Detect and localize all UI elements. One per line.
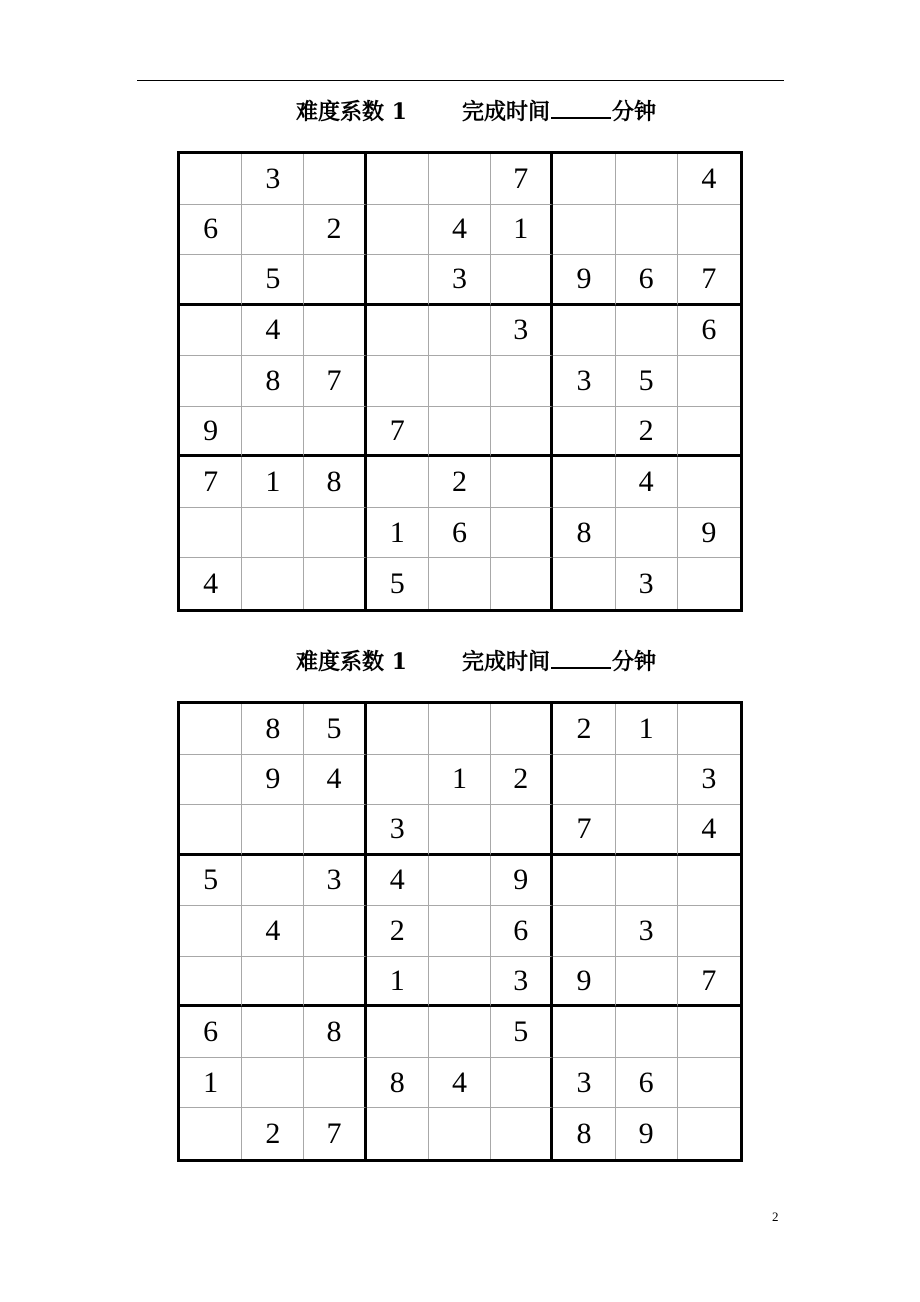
- sudoku-cell: 2: [553, 704, 615, 755]
- sudoku-cell: 3: [616, 906, 678, 957]
- sudoku-cell: [242, 805, 304, 856]
- sudoku-cell: [429, 856, 491, 907]
- sudoku-cell: 4: [678, 805, 740, 856]
- sudoku-cell: [367, 704, 429, 755]
- sudoku-cell: [429, 906, 491, 957]
- sudoku-cell: [678, 856, 740, 907]
- sudoku-cell: 9: [553, 957, 615, 1008]
- sudoku-cell: 9: [242, 755, 304, 806]
- sudoku-cell: [616, 1007, 678, 1058]
- sudoku-cell: 8: [304, 1007, 366, 1058]
- sudoku-cell: [678, 1007, 740, 1058]
- sudoku-cell: [678, 1058, 740, 1109]
- sudoku-cell: [616, 306, 678, 357]
- sudoku-cell: [180, 1108, 242, 1159]
- sudoku-cell: 7: [304, 356, 366, 407]
- sudoku-cell: 2: [616, 407, 678, 458]
- time-label-suffix: 分钟: [612, 99, 657, 125]
- sudoku-cell: 1: [367, 957, 429, 1008]
- sudoku-cell: [180, 508, 242, 559]
- sudoku-cell: [242, 1058, 304, 1109]
- sudoku-cell: 5: [491, 1007, 553, 1058]
- sudoku-cell: 6: [491, 906, 553, 957]
- sudoku-cell: [429, 558, 491, 609]
- sudoku-cell: 3: [616, 558, 678, 609]
- sudoku-cell: 3: [304, 856, 366, 907]
- sudoku-cell: 4: [678, 154, 740, 205]
- sudoku-cell: 4: [180, 558, 242, 609]
- sudoku-cell: [304, 255, 366, 306]
- sudoku-cell: 4: [242, 906, 304, 957]
- sudoku-cell: 9: [678, 508, 740, 559]
- sudoku-cell: [429, 957, 491, 1008]
- sudoku-cell: [180, 356, 242, 407]
- sudoku-cell: [678, 356, 740, 407]
- sudoku-cell: [553, 457, 615, 508]
- sudoku-cell: [553, 1007, 615, 1058]
- sudoku-cell: [678, 704, 740, 755]
- time-label-suffix: 分钟: [612, 649, 657, 675]
- sudoku-cell: 3: [553, 356, 615, 407]
- sudoku-cell: [678, 407, 740, 458]
- sudoku-cell: 8: [242, 356, 304, 407]
- sudoku-cell: 8: [242, 704, 304, 755]
- sudoku-cell: [553, 306, 615, 357]
- sudoku-cell: [429, 805, 491, 856]
- sudoku-cell: [491, 255, 553, 306]
- sudoku-cell: [429, 407, 491, 458]
- sudoku-cell: [367, 457, 429, 508]
- sudoku-cell: [304, 1058, 366, 1109]
- sudoku-cell: [180, 154, 242, 205]
- sudoku-cell: [242, 856, 304, 907]
- sudoku-cell: [491, 457, 553, 508]
- sudoku-cell: [491, 1108, 553, 1159]
- sudoku-cell: [616, 805, 678, 856]
- sudoku-cell: [553, 154, 615, 205]
- time-blank-line: [551, 95, 611, 119]
- puzzle-1-heading: [0, 95, 920, 125]
- sudoku-cell: [678, 457, 740, 508]
- sudoku-cell: 1: [616, 704, 678, 755]
- sudoku-cell: 4: [429, 1058, 491, 1109]
- sudoku-cell: [242, 205, 304, 256]
- sudoku-cell: [304, 407, 366, 458]
- sudoku-cell: 2: [367, 906, 429, 957]
- sudoku-cell: [367, 154, 429, 205]
- sudoku-cell: 8: [553, 508, 615, 559]
- sudoku-cell: 2: [304, 205, 366, 256]
- sudoku-cell: 5: [180, 856, 242, 907]
- sudoku-cell: 4: [242, 306, 304, 357]
- difficulty-label: 难度系数 1: [296, 649, 407, 675]
- time-blank-line: [551, 645, 611, 669]
- sudoku-cell: [242, 407, 304, 458]
- sudoku-cell: 9: [491, 856, 553, 907]
- sudoku-cell: [678, 558, 740, 609]
- sudoku-cell: [367, 1007, 429, 1058]
- sudoku-cell: [553, 755, 615, 806]
- sudoku-cell: 7: [367, 407, 429, 458]
- sudoku-cell: [180, 755, 242, 806]
- sudoku-cell: 3: [553, 1058, 615, 1109]
- sudoku-cell: [367, 755, 429, 806]
- sudoku-cell: [491, 1058, 553, 1109]
- sudoku-cell: [180, 255, 242, 306]
- sudoku-cell: [304, 508, 366, 559]
- completion-time-label: [462, 95, 656, 126]
- sudoku-cell: 7: [304, 1108, 366, 1159]
- sudoku-cell: [367, 255, 429, 306]
- sudoku-cell: 3: [491, 306, 553, 357]
- sudoku-cell: [429, 154, 491, 205]
- sudoku-cell: [242, 558, 304, 609]
- sudoku-cell: [367, 306, 429, 357]
- sudoku-cell: 7: [553, 805, 615, 856]
- sudoku-cell: [616, 957, 678, 1008]
- sudoku-cell: 9: [553, 255, 615, 306]
- time-label-prefix: 完成时间: [462, 99, 551, 125]
- sudoku-cell: 1: [491, 205, 553, 256]
- sudoku-cell: [180, 805, 242, 856]
- sudoku-cell: [553, 906, 615, 957]
- sudoku-cell: [429, 356, 491, 407]
- sudoku-cell: [616, 205, 678, 256]
- sudoku-cell: [242, 508, 304, 559]
- puzzle-2-heading: [0, 645, 920, 675]
- sudoku-cell: 6: [180, 205, 242, 256]
- sudoku-cell: 9: [180, 407, 242, 458]
- sudoku-cell: [553, 558, 615, 609]
- sudoku-cell: 7: [678, 957, 740, 1008]
- sudoku-cell: [429, 704, 491, 755]
- sudoku-cell: [553, 407, 615, 458]
- difficulty-label: 难度系数 1: [296, 99, 407, 125]
- sudoku-cell: [616, 154, 678, 205]
- sudoku-cell: 6: [429, 508, 491, 559]
- sudoku-grid-2: [177, 701, 743, 1162]
- sudoku-cell: [553, 856, 615, 907]
- sudoku-cell: [367, 356, 429, 407]
- sudoku-cell: 3: [429, 255, 491, 306]
- sudoku-cell: 2: [491, 755, 553, 806]
- sudoku-cell: 3: [678, 755, 740, 806]
- sudoku-cell: [491, 407, 553, 458]
- sudoku-cell: [429, 1108, 491, 1159]
- sudoku-cell: 6: [180, 1007, 242, 1058]
- sudoku-cell: 1: [367, 508, 429, 559]
- sudoku-cell: 3: [242, 154, 304, 205]
- sudoku-cell: 9: [616, 1108, 678, 1159]
- sudoku-cell: [491, 558, 553, 609]
- sudoku-cell: 1: [242, 457, 304, 508]
- sudoku-cell: [180, 957, 242, 1008]
- sudoku-cell: 8: [304, 457, 366, 508]
- sudoku-cell: [491, 704, 553, 755]
- sudoku-cell: [180, 704, 242, 755]
- sudoku-cell: [304, 805, 366, 856]
- sudoku-cell: [553, 205, 615, 256]
- sudoku-cell: [678, 205, 740, 256]
- sudoku-cell: [367, 1108, 429, 1159]
- sudoku-cell: 5: [242, 255, 304, 306]
- sudoku-cell: [304, 957, 366, 1008]
- sudoku-cell: 7: [180, 457, 242, 508]
- sudoku-cell: 7: [678, 255, 740, 306]
- sudoku-cell: [180, 906, 242, 957]
- sudoku-cell: 8: [367, 1058, 429, 1109]
- sudoku-cell: [491, 508, 553, 559]
- sudoku-cell: 1: [429, 755, 491, 806]
- sudoku-cell: 3: [367, 805, 429, 856]
- sudoku-cell: [304, 154, 366, 205]
- page-number: 2: [772, 1209, 779, 1224]
- header-rule: [137, 80, 784, 81]
- sudoku-cell: 5: [616, 356, 678, 407]
- sudoku-cell: [367, 205, 429, 256]
- sudoku-cell: [616, 755, 678, 806]
- sudoku-cell: [242, 1007, 304, 1058]
- sudoku-cell: 5: [304, 704, 366, 755]
- sudoku-cell: 5: [367, 558, 429, 609]
- sudoku-grid-1: [177, 151, 743, 612]
- sudoku-cell: [242, 957, 304, 1008]
- sudoku-cell: 7: [491, 154, 553, 205]
- sudoku-cell: [304, 558, 366, 609]
- sudoku-cell: [491, 805, 553, 856]
- sudoku-cell: [678, 1108, 740, 1159]
- sudoku-cell: [304, 306, 366, 357]
- sudoku-cell: 6: [678, 306, 740, 357]
- sudoku-cell: 6: [616, 255, 678, 306]
- sudoku-cell: [491, 356, 553, 407]
- sudoku-cell: 4: [429, 205, 491, 256]
- sudoku-cell: [678, 906, 740, 957]
- sudoku-cell: [429, 306, 491, 357]
- sudoku-cell: [304, 906, 366, 957]
- sudoku-cell: [180, 306, 242, 357]
- sudoku-cell: 6: [616, 1058, 678, 1109]
- sudoku-cell: [429, 1007, 491, 1058]
- sudoku-cell: [616, 856, 678, 907]
- sudoku-cell: 4: [367, 856, 429, 907]
- sudoku-cell: 8: [553, 1108, 615, 1159]
- completion-time-label: [462, 645, 656, 676]
- sudoku-cell: 2: [429, 457, 491, 508]
- sudoku-cell: 3: [491, 957, 553, 1008]
- sudoku-cell: 1: [180, 1058, 242, 1109]
- sudoku-cell: 2: [242, 1108, 304, 1159]
- sudoku-cell: [616, 508, 678, 559]
- sudoku-cell: 4: [304, 755, 366, 806]
- time-label-prefix: 完成时间: [462, 649, 551, 675]
- sudoku-cell: 4: [616, 457, 678, 508]
